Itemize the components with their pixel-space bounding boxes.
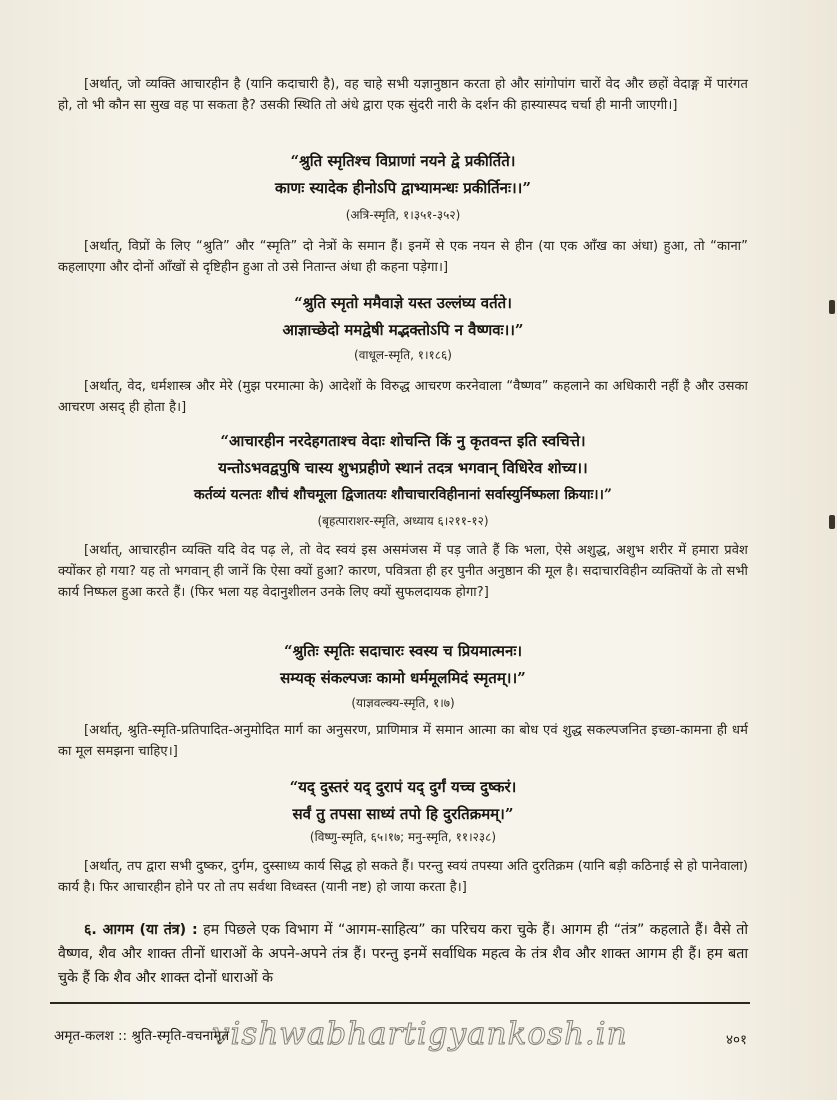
verse-2 (58, 290, 748, 344)
verse-1-citation: (अत्रि-स्मृति, १।३५१-३५२) (345, 208, 461, 222)
verse-4-citation: (याज्ञवल्क्य-स्मृति, १।७) (351, 696, 455, 710)
verse-3-citation: (बृहत्पाराशर-स्मृति, अध्याय ६।२११-१२) (317, 514, 489, 528)
verse-1-line-2: काणः स्यादेक हीनोऽपि द्वाभ्यामन्धः प्रकीर्तिनः।।” (275, 179, 531, 197)
translation-paragraph-4: [अर्थात्, आचारहीन व्यक्ति यदि वेद पढ़ ले, तो वेद स्वयं इस असमंजस में पड़ जाते हैं कि भला, ऐसे अशुद्ध, अशुभ शरीर में हमारा प्रवेश क्योंकर हो गया? यह तो भगवान् ही जानें कि ऐसा क्यों हुआ? कारण, पवित्रता ही हर पुनीत अनुष्ठान की मूल है। सदाचारविहीन व्यक्तियों के तो सभी कार्य निष्फल हुआ करते हैं। (फिर भला यह वेदानुशीलन उनके लिए क्यों सुफलदायक होगा?] (58, 543, 748, 600)
section-heading: ६. आगम (या तंत्र) : (84, 922, 198, 938)
page-number: ४०१ (725, 1032, 747, 1048)
verse-3-line-3: कर्तव्यं यत्नतः शौचं शौचमूला द्विजातयः शौचाचारविहीनानां सर्वास्युर्निष्फला क्रियाः।।” (194, 487, 612, 503)
verse-1-line-1: “श्रुति स्मृतिश्च विप्राणां नयने द्वे प्रकीर्तिते। (290, 152, 516, 170)
verse-3-line-1: “आचारहीन नरदेहगताश्च वेदाः शोचन्ति किं नु कृतवन्त इति स्वचित्ते। (220, 432, 586, 450)
scan-edge-mark (829, 515, 835, 529)
verse-2-line-2: आज्ञाच्छेदो ममद्वेषी मद्भक्तोऽपि न वैष्णवः।।” (282, 321, 524, 339)
verse-3 (58, 428, 748, 509)
watermark: vishwabhartigyankosh.in (212, 1016, 628, 1052)
translation-paragraph-6: [अर्थात्, तप द्वारा सभी दुष्कर, दुर्गम, दुस्साध्य कार्य सिद्ध हो सकते हैं। परन्तु स्वयं तपस्या अति दुरतिक्रम (यानि बड़ी कठिनाई से हो पानेवाला) कार्य है। फिर आचारहीन होने पर तो तप सर्वथा विध्वस्त (यानी नष्ट) हो जाया करता है।] (58, 859, 748, 895)
verse-2-citation: (वाधूल-स्मृति, १।१८६) (354, 348, 452, 362)
book-title: अमृत-कलश :: श्रुति-स्मृति-वचनामृत (54, 1028, 230, 1044)
translation-paragraph-5: [अर्थात्, श्रुति-स्मृति-प्रतिपादित-अनुमोदित मार्ग का अनुसरण, प्राणिमात्र में समान आत्मा का बोध एवं शुद्ध सकल्पजनित इच्छा-कामना ही धर्म का मूल समझना चाहिए।] (58, 723, 748, 759)
translation-paragraph-2: [अर्थात्, विप्रों के लिए “श्रुति” और “स्मृति” दो नेत्रों के समान हैं। इनमें से एक नयन से हीन (या एक आँख का अंधा) हुआ, तो “काना” कहलाएगा और दोनों आँखों से दृष्टिहीन हुआ तो उसे नितान्त अंधा ही कहना पड़ेगा।] (58, 239, 748, 275)
verse-5-line-2: सर्वं तु तपसा साध्यं तपो हि दुरतिक्रमम्।” (292, 805, 514, 823)
verse-5-line-1: “यद् दुस्तरं यद् दुरापं यद् दुर्गं यच्च दुष्करं। (289, 778, 517, 796)
footer-rule (50, 1002, 750, 1004)
verse-5 (58, 774, 748, 828)
scan-edge-mark (829, 300, 835, 314)
section-body: हम पिछले एक विभाग में “आगम-साहित्य” का परिचय करा चुके हैं। आगम ही “तंत्र” कहलाते हैं। वैसे तो वैष्णव, शैव और शाक्त तीनों धाराओं के अपने-अपने तंत्र हैं। परन्तु इनमें सर्वाधिक महत्व के तंत्र शैव और शाक्त आगम ही हैं। हम बता चुके हैं कि शैव और शाक्त दोनों धाराओं के (58, 922, 748, 986)
section-paragraph (58, 918, 748, 990)
verse-5-citation: (विष्णु-स्मृति, ६५।१७; मनु-स्मृति, ११।२३८) (309, 830, 497, 844)
translation-paragraph-3: [अर्थात्, वेद, धर्मशास्त्र और मेरे (मुझ परमात्मा के) आदेशों के विरुद्ध आचरण करनेवाला “वैष्णव” कहलाने का अधिकारी नहीं है और उसका आचरण असद् ही होता है।] (58, 379, 748, 415)
verse-3-line-2: यन्तोऽभवद्वपुषि चास्य शुभप्रहीणे स्थानं तदत्र भगवान् विधिरेव शोच्य।। (218, 459, 588, 477)
verse-4-line-1: “श्रुतिः स्मृतिः सदाचारः स्वस्य च प्रियमात्मनः। (283, 642, 523, 660)
verse-4-line-2: सम्यक् संकल्पजः कामो धर्ममूलमिदं स्मृतम्।।” (280, 669, 526, 687)
translation-paragraph-1: [अर्थात्, जो व्यक्ति आचारहीन है (यानि कदाचारी है), वह चाहे सभी यज्ञानुष्ठान करता हो और सांगोपांग चारों वेद और छहों वेदाङ्ग में पारंगत हो, तो भी कौन सा सुख वह पा सकता है? उसकी स्थिति तो अंधे द्वारा एक सुंदरी नारी के दर्शन की हास्यास्पद चर्चा ही मानी जाएगी।] (58, 77, 748, 113)
verse-1 (58, 148, 748, 202)
verse-4 (58, 638, 748, 692)
verse-2-line-1: “श्रुति स्मृतो ममैवाज्ञे यस्त उल्लंघ्य वर्तते। (294, 294, 512, 312)
